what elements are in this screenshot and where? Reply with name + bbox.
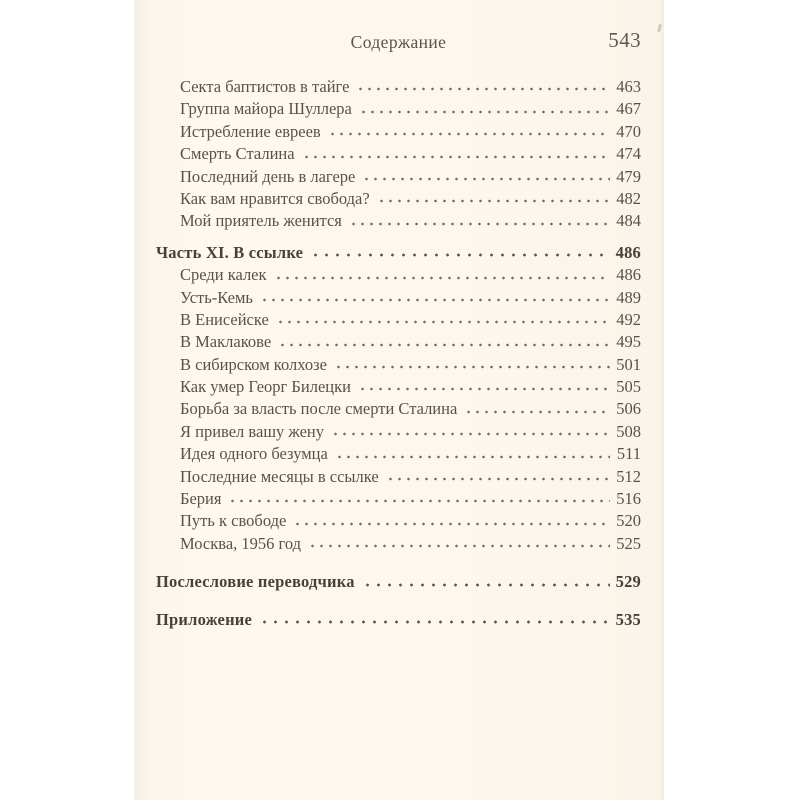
toc-entry-label: Истребление евреев	[180, 121, 321, 141]
toc-entry-page: 511	[616, 444, 641, 464]
dot-leader	[228, 488, 610, 510]
toc-entry-page: 520	[616, 511, 641, 531]
toc-entry-label: Среди калек	[180, 265, 267, 285]
toc-entry-page: 501	[616, 354, 641, 374]
toc-entry-label: Как умер Георг Билецки	[180, 377, 351, 397]
toc-entry	[156, 533, 641, 555]
toc-entry-label: Последние месяцы в ссылке	[180, 466, 379, 486]
toc-entry-label: Последний день в лагере	[180, 166, 356, 186]
dot-leader	[331, 421, 610, 443]
scan-artifact-speck	[657, 24, 662, 32]
toc-entry	[156, 421, 641, 443]
dot-leader	[362, 166, 610, 188]
dot-leader	[377, 188, 610, 210]
toc-entry-page: 489	[616, 287, 641, 307]
toc-entry	[156, 571, 641, 593]
toc-entry-label: В сибирском колхозе	[180, 354, 327, 374]
toc-entry-page: 474	[616, 144, 641, 164]
dot-leader	[464, 398, 610, 420]
dot-leader	[310, 242, 610, 264]
toc-entry-page: 535	[615, 609, 641, 629]
toc-entry-label: Берия	[180, 489, 222, 509]
toc-entry-page: 508	[616, 421, 641, 441]
toc-entry	[156, 466, 641, 488]
toc-entry	[156, 143, 641, 165]
toc-entry-label: В Енисейске	[180, 309, 269, 329]
toc-entry-page: 516	[616, 489, 641, 509]
dot-leader	[386, 466, 610, 488]
toc-entry	[156, 398, 641, 420]
toc-entry-page: 486	[616, 265, 641, 285]
toc-entry-label: Смерть Сталина	[180, 144, 295, 164]
toc-entry	[156, 98, 641, 120]
toc-entry-label: Идея одного безумца	[180, 444, 328, 464]
toc-entry-page: 467	[616, 99, 641, 119]
toc-entry-page: 525	[616, 533, 641, 553]
toc-entry-label: Усть-Кемь	[180, 287, 253, 307]
dot-leader	[276, 309, 610, 331]
toc-entry-label: Москва, 1956 год	[180, 533, 302, 553]
toc-entry	[156, 287, 641, 309]
toc-entry-page: 506	[616, 399, 641, 419]
toc-title: Содержание	[350, 32, 447, 52]
toc-entry-label: Послесловие переводчика	[156, 572, 355, 592]
toc-entry-label: Путь к свободе	[180, 511, 287, 531]
page-number: 543	[608, 28, 641, 52]
toc-entry-page: 482	[616, 188, 641, 208]
dot-leader	[356, 76, 610, 98]
toc-entry-page: 484	[616, 211, 641, 231]
toc-entry-label: Секта баптистов в тайге	[180, 77, 350, 96]
page-header	[156, 28, 641, 56]
dot-leader	[274, 264, 610, 286]
dot-leader	[328, 121, 610, 143]
dot-leader	[293, 510, 610, 532]
dot-leader	[278, 331, 610, 353]
toc-entry-page: 486	[615, 242, 641, 262]
dot-leader	[349, 210, 610, 232]
dot-leader	[308, 533, 610, 555]
toc-entry-label: Борьба за власть после смерти Сталина	[180, 399, 458, 419]
toc-entry	[156, 309, 641, 331]
toc-entry	[156, 188, 641, 210]
dot-leader	[335, 443, 610, 465]
toc-entry	[156, 121, 641, 143]
toc-entry-label: Мой приятель женится	[180, 211, 342, 231]
toc-entry-page: 492	[616, 309, 641, 329]
toc-entry-page: 463	[616, 77, 641, 96]
toc-entry-label: Группа майора Шуллера	[180, 99, 352, 119]
toc-entry	[156, 354, 641, 376]
toc-entry-page: 479	[616, 166, 641, 186]
toc-entry-label: Как вам нравится свобода?	[180, 188, 370, 208]
dot-leader	[334, 354, 610, 376]
book-page	[134, 0, 664, 800]
toc-entry	[156, 331, 641, 353]
toc-entry	[156, 609, 641, 631]
toc-entry-label: Часть XI. В ссылке	[156, 242, 304, 262]
toc-entry	[156, 510, 641, 532]
toc-entry-label: Приложение	[156, 609, 253, 629]
toc-entry	[156, 264, 641, 286]
dot-leader	[260, 287, 610, 309]
toc-entry-page: 512	[616, 466, 641, 486]
dot-leader	[302, 143, 610, 165]
toc-entry	[156, 242, 641, 264]
dot-leader	[359, 98, 610, 120]
toc-entry-page: 470	[616, 121, 641, 141]
toc-entry	[156, 376, 641, 398]
toc-entry	[156, 210, 641, 232]
toc-entry	[156, 488, 641, 510]
dot-leader	[362, 571, 610, 593]
dot-leader	[358, 376, 610, 398]
toc-entry-page: 495	[616, 332, 641, 352]
toc-entry	[156, 443, 641, 465]
toc-entry-label: Я привел вашу жену	[180, 421, 324, 441]
toc-list	[156, 76, 641, 631]
toc-entry	[156, 76, 641, 98]
dot-leader	[259, 609, 610, 631]
toc-entry-label: В Маклакове	[180, 332, 272, 352]
toc-entry-page: 505	[616, 377, 641, 397]
toc-entry-page: 529	[615, 572, 641, 592]
toc-entry	[156, 166, 641, 188]
